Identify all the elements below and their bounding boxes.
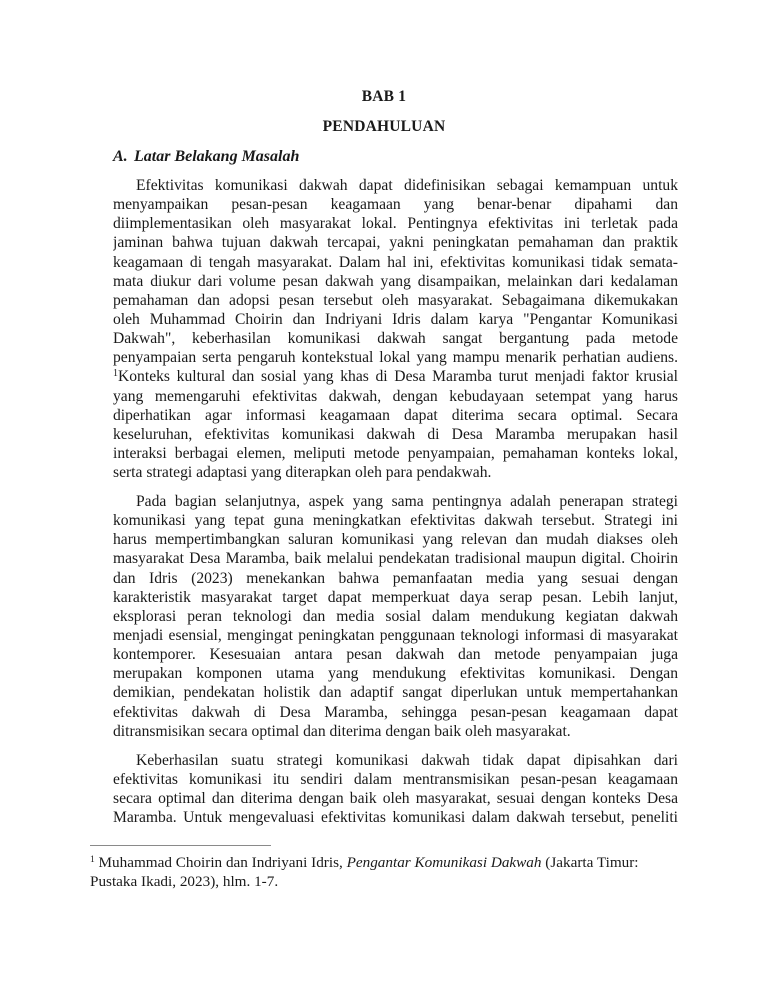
- paragraph-line: merupakan komponen utama yang mendukung efektivitas komunikasi. Dengan: [113, 665, 678, 683]
- paragraph-line: demikian, pendekatan holistik dan adaptif sangat diperlukan untuk mempertahankan: [113, 684, 678, 702]
- paragraph-line: yang memengaruhi efektivitas dakwah, dengan kebudayaan setempat yang harus: [113, 387, 678, 405]
- footnote-book-title: Pengantar Komunikasi Dakwah: [346, 854, 542, 871]
- paragraph-line: kontemporer. Kesesuaian antara pesan dakwah dan metode penyampaian juga: [113, 646, 678, 664]
- paragraph-line: karakteristik masyarakat target dapat memperkuat daya serap pesan. Lebih lanjut,: [113, 588, 678, 606]
- paragraph-line: diperhatikan agar informasi keagamaan dapat diterima secara optimal. Secara: [113, 406, 678, 424]
- paragraph-line: Efektivitas komunikasi dakwah dapat didefinisikan sebagai kemampuan untuk: [136, 177, 678, 194]
- footnote-separator: [90, 845, 271, 846]
- paragraph-1: [113, 176, 678, 482]
- paragraph-line: Dakwah", keberhasilan komunikasi dakwah sangat bergantung pada metode: [113, 330, 678, 348]
- footnote-reference[interactable]: 1: [113, 368, 118, 380]
- footnote-publication: (Jakarta Timur:: [541, 854, 639, 871]
- paragraph-3: [113, 751, 678, 828]
- paragraph-line: interaksi berbagai elemen, meliputi metode penyampaian, pemahaman konteks lokal,: [113, 444, 678, 462]
- section-heading: [113, 148, 299, 166]
- paragraph-line: masyarakat Desa Maramba, baik melalui pendekatan tradisional maupun digital. Choirin: [113, 550, 678, 568]
- paragraph-line: oleh Muhammad Choirin dan Indriyani Idris dalam karya "Pengantar Komunikasi: [113, 310, 678, 328]
- chapter-label: BAB 1: [361, 88, 407, 105]
- paragraph-line: secara optimal dan diterima dengan baik oleh masyarakat, sesuai dengan konteks Desa: [113, 790, 678, 808]
- paragraph-line: keagamaan di tengah masyarakat. Dalam hal ini, efektivitas komunikasi tidak semata-: [113, 253, 678, 271]
- paragraph-line: pemahaman dan adopsi pesan tersebut oleh masyarakat. Sebagaimana dikemukakan: [113, 291, 678, 309]
- paragraph-line: menjadi esensial, mengingat peningkatan penggunaan teknologi informasi di masyarakat: [113, 626, 678, 644]
- chapter-title: PENDAHULUAN: [322, 118, 446, 135]
- footnote-line-1: [90, 853, 678, 872]
- paragraph-line: diimplementasikan oleh masyarakat lokal. Pentingnya efektivitas ini terletak pada: [113, 215, 678, 233]
- footnote-line-2: Pustaka Ikadi, 2023), hlm. 1-7.: [90, 873, 279, 890]
- paragraph-line: keseluruhan, efektivitas komunikasi dakwah di Desa Maramba merupakan hasil: [113, 425, 678, 443]
- paragraph-line: penyampaian serta pengaruh kontekstual lokal yang mampu menarik perhatian audiens.: [113, 349, 678, 367]
- footnote-number: 1: [90, 855, 95, 865]
- paragraph-line: menyampaikan pesan-pesan keagamaan yang benar-benar dipahami dan: [113, 196, 678, 214]
- paragraph-line: Pada bagian selanjutnya, aspek yang sama pentingnya adalah penerapan strategi: [136, 493, 678, 510]
- paragraph-line: serta strategi adaptasi yang diterapkan oleh para pendakwah.: [113, 464, 492, 482]
- paragraph-line: dan Idris (2023) menekankan bahwa pemanfaatan media yang sesuai dengan: [113, 569, 678, 587]
- paragraph-line: jaminan bahwa tujuan dakwah tercapai, yakni peningkatan pemahaman dan praktik: [113, 234, 678, 252]
- paragraph-line: harus mempertimbangkan saluran komunikasi yang relevan dan mudah diakses oleh: [113, 531, 678, 549]
- paragraph-line: ditransmisikan secara optimal dan diterima dengan baik oleh masyarakat.: [113, 722, 571, 740]
- paragraph-line: efektivitas komunikasi itu sendiri dalam mentransmisikan pesan-pesan keagamaan: [113, 771, 678, 789]
- section-title: Latar Belakang Masalah: [134, 148, 300, 165]
- paragraph-line: komunikasi yang tepat guna meningkatkan efektivitas dakwah tersebut. Strategi ini: [113, 512, 678, 530]
- paragraph-line: efektivitas dakwah di Desa Maramba, sehingga pesan-pesan keagamaan dapat: [113, 703, 678, 721]
- paragraph-line: Maramba. Untuk mengevaluasi efektivitas komunikasi dalam dakwah tersebut, peneliti: [113, 809, 678, 827]
- paragraph-line: Keberhasilan suatu strategi komunikasi dakwah tidak dapat dipisahkan dari: [136, 752, 678, 769]
- paragraph-line-text: Konteks kultural dan sosial yang khas di Desa Maramba turut menjadi faktor krusial: [118, 368, 678, 386]
- paragraph-line-with-footnote: [113, 367, 678, 386]
- footnote-author: Muhammad Choirin dan Indriyani Idris,: [98, 854, 347, 871]
- footnote: [90, 853, 678, 891]
- paragraph-line: eksplorasi peran teknologi dan media sosial dalam mendukung kegiatan dakwah: [113, 607, 678, 625]
- paragraph-2: [113, 492, 678, 741]
- paragraph-line: mata diukur dari volume pesan dakwah yang disampaikan, melainkan dari kedalaman: [113, 272, 678, 290]
- section-number: A.: [113, 148, 128, 165]
